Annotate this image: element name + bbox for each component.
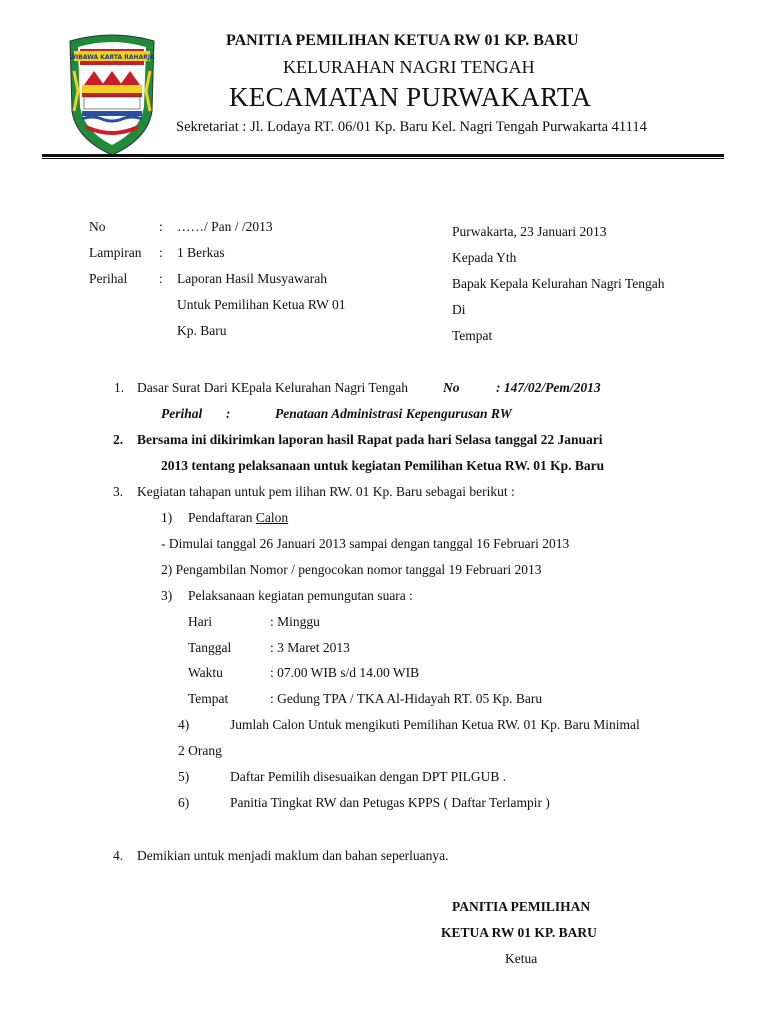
- point-1-text: Dasar Surat Dari KEpala Kelurahan Nagri Tengah: [137, 380, 408, 395]
- lampiran-value: 1 Berkas: [177, 245, 225, 260]
- perihal-value-1: Laporan Hasil Musyawarah: [177, 271, 327, 286]
- sub-1-detail: - Dimulai tanggal 26 Januari 2013 sampai dengan tanggal 16 Februari 2013: [161, 536, 570, 551]
- point-4-text: Demikian untuk menjadi maklum dan bahan seperluanya.: [137, 848, 449, 863]
- letter-date: Purwakarta, 23 Januari 2013: [452, 224, 607, 239]
- perihal-sep: :: [159, 271, 163, 286]
- point-2-line-2: 2013 tentang pelaksanaan untuk kegiatan Pemilihan Ketua RW. 01 Kp. Baru: [161, 458, 605, 473]
- perihal-label: Perihal: [89, 271, 128, 286]
- point-1-no-value: : 147/02/Pem/2013: [496, 380, 601, 395]
- header-address: Sekretariat : Jl. Lodaya RT. 06/01 Kp. Baru Kel. Nagri Tengah Purwakarta 41114: [176, 119, 647, 135]
- sub-6-number: 6): [178, 795, 190, 810]
- header-committee-title: PANITIA PEMILIHAN KETUA RW 01 KP. BARU: [226, 32, 579, 49]
- sub-5-text: Daftar Pemilih disesuaikan dengan DPT PILGUB .: [230, 769, 507, 784]
- point-2-line-1: Bersama ini dikirimkan laporan hasil Rapat pada hari Selasa tanggal 22 Januari: [137, 432, 603, 447]
- perihal-value-2: Untuk Pemilihan Ketua RW 01: [177, 297, 346, 312]
- logo-motto-text: WIBAWA KARTA RAHARJA: [69, 54, 155, 61]
- point-1-perihal-sep: :: [226, 406, 231, 421]
- no-sep: :: [159, 219, 163, 234]
- tanggal-value: : 3 Maret 2013: [270, 640, 350, 655]
- sub-3-text: Pelaksanaan kegiatan pemungutan suara :: [188, 588, 413, 603]
- waktu-label: Waktu: [188, 665, 223, 680]
- sub-1-text-a: Pendaftaran: [188, 510, 253, 525]
- signature-line-1: PANITIA PEMILIHAN: [452, 899, 591, 914]
- point-1-perihal-value: Penataan Administrasi Kepengurusan RW: [275, 406, 512, 421]
- point-1-no-label: No: [443, 380, 460, 395]
- signature-title: Ketua: [505, 951, 538, 966]
- point-1-perihal-label: Perihal: [161, 406, 203, 421]
- signature-line-2: KETUA RW 01 KP. BARU: [441, 925, 597, 940]
- lampiran-label: Lampiran: [89, 245, 142, 260]
- recipient-line-4: Tempat: [452, 328, 493, 343]
- tempat-label: Tempat: [188, 691, 229, 706]
- recipient-line-3: Di: [452, 302, 466, 317]
- sub-4-number: 4): [178, 717, 190, 732]
- point-4-number: 4.: [113, 848, 124, 863]
- sub-4-line-1: Jumlah Calon Untuk mengikuti Pemilihan Ketua RW. 01 Kp. Baru Minimal: [230, 717, 640, 732]
- sub-3-number: 3): [161, 588, 173, 603]
- point-1-number: 1.: [114, 380, 125, 395]
- header-divider-thick: [42, 154, 724, 157]
- point-3-number: 3.: [113, 484, 124, 499]
- sub-5-number: 5): [178, 769, 190, 784]
- lampiran-sep: :: [159, 245, 163, 260]
- point-2-number: 2.: [113, 432, 124, 447]
- recipient-line-1: Kepada Yth: [452, 250, 517, 265]
- recipient-line-2: Bapak Kepala Kelurahan Nagri Tengah: [452, 276, 665, 291]
- waktu-value: : 07.00 WIB s/d 14.00 WIB: [270, 665, 420, 680]
- perihal-value-3: Kp. Baru: [177, 323, 227, 338]
- sub-1-number: 1): [161, 510, 173, 525]
- sub-6-text: Panitia Tingkat RW dan Petugas KPPS ( Daftar Terlampir ): [230, 795, 550, 810]
- sub-4-line-2: 2 Orang: [178, 743, 222, 758]
- sub-1-text-b: Calon: [255, 510, 289, 525]
- sub-2-text: 2) Pengambilan Nomor / pengocokan nomor tanggal 19 Februari 2013: [161, 562, 542, 577]
- header-kelurahan: KELURAHAN NAGRI TENGAH: [283, 57, 535, 77]
- header-kecamatan: KECAMATAN PURWAKARTA: [229, 82, 592, 112]
- hari-label: Hari: [188, 614, 212, 629]
- point-3-text: Kegiatan tahapan untuk pem ilihan RW. 01 Kp. Baru sebagai berikut :: [137, 484, 515, 499]
- no-value: ……/ Pan / /2013: [177, 219, 273, 234]
- regency-emblem-logo: [64, 31, 160, 157]
- no-label: No: [89, 219, 106, 234]
- header-divider-thin: [42, 158, 724, 159]
- sub-1-text: [188, 510, 288, 526]
- tanggal-label: Tanggal: [188, 640, 232, 655]
- tempat-value: : Gedung TPA / TKA Al-Hidayah RT. 05 Kp. Baru: [270, 691, 543, 706]
- hari-value: : Minggu: [270, 614, 320, 629]
